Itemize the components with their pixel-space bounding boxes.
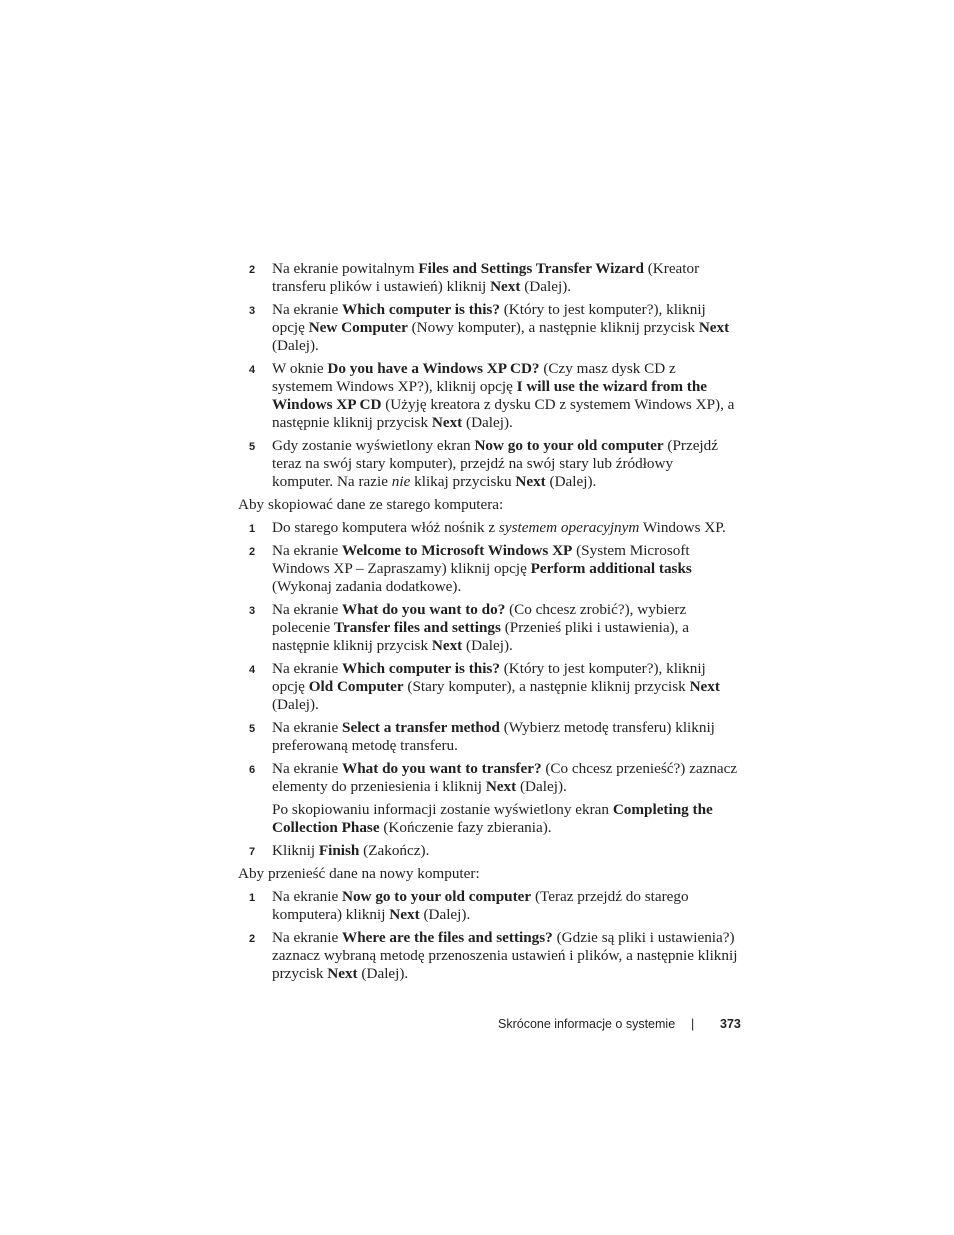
text-run: (Gdzie są pliki i ustawienia?) zaznacz wybraną metodę przenoszenia ustawień i plików, a następnie kliknij przycisk xyxy=(272,929,738,982)
page-footer xyxy=(498,1015,743,1033)
step-text xyxy=(272,660,738,714)
text-run: Po skopiowaniu informacji zostanie wyświetlony ekran xyxy=(272,801,613,818)
step-text xyxy=(272,519,738,537)
text-run: (Nowy komputer), a następnie kliknij przycisk xyxy=(407,319,699,336)
text-run: Gdy zostanie wyświetlony ekran xyxy=(272,437,475,454)
text-run: Na ekranie xyxy=(272,719,342,736)
bold-ui-term: New Computer xyxy=(308,319,408,336)
bold-ui-term: Next xyxy=(485,778,517,795)
text-run: (Przenieś pliki i ustawienia), a następnie kliknij przycisk xyxy=(272,619,690,654)
bold-ui-term: Transfer files and settings xyxy=(333,619,501,636)
bold-ui-term: What do you want to do? xyxy=(342,601,506,618)
step-text xyxy=(272,719,738,755)
step-text xyxy=(272,542,738,596)
text-run: W oknie xyxy=(272,360,328,377)
step-number: 3 xyxy=(249,605,256,617)
text-run: (Dalej). xyxy=(419,906,471,923)
list-item xyxy=(238,842,738,860)
footer-separator: | xyxy=(691,1017,695,1031)
text-run: (Dalej). xyxy=(357,965,409,982)
step-text xyxy=(272,888,738,924)
text-run: (Wybierz metodę transferu) kliknij preferowaną metodę transferu. xyxy=(272,719,715,754)
text-run: Na ekranie xyxy=(272,888,342,905)
intro-transfer-new-computer: Aby przenieść dane na nowy komputer: xyxy=(238,865,480,882)
step-number: 5 xyxy=(249,723,256,735)
text-run: Windows XP. xyxy=(639,519,726,536)
step-text xyxy=(272,842,738,860)
list-item xyxy=(238,888,738,924)
bold-ui-term: Completing the Collection Phase xyxy=(272,801,713,836)
bold-ui-term: Which computer is this? xyxy=(342,301,500,318)
list-item xyxy=(238,542,738,596)
step-text xyxy=(272,760,738,796)
step-number: 6 xyxy=(249,764,256,776)
step-list-new-computer xyxy=(238,260,738,491)
bold-ui-term: Now go to your old computer xyxy=(342,888,532,905)
text-run: (Przejdź teraz na swój stary komputer), przejdź na swój stary lub źródłowy komputer. Na razie xyxy=(272,437,718,490)
bold-ui-term: Old Computer xyxy=(308,678,404,695)
step-number: 2 xyxy=(249,933,256,945)
step-number: 2 xyxy=(249,264,256,276)
step-note xyxy=(272,801,738,837)
text-run: (Co chcesz zrobić?), wybierz polecenie xyxy=(272,601,687,636)
bold-ui-term: Next xyxy=(698,319,730,336)
list-item xyxy=(238,660,738,714)
text-run: (Dalej). xyxy=(272,696,319,713)
text-run: Na ekranie xyxy=(272,601,342,618)
list-item xyxy=(238,601,738,655)
step-text xyxy=(272,360,738,432)
text-run: (Użyję kreatora z dysku CD z systemem Windows XP), a następnie kliknij przycisk xyxy=(272,396,735,431)
bold-ui-term: Now go to your old computer xyxy=(474,437,664,454)
bold-ui-term: Next xyxy=(689,678,720,695)
bold-ui-term: Next xyxy=(389,906,420,923)
text-run: Na ekranie powitalnym xyxy=(272,260,419,277)
text-run: (Dalej). xyxy=(545,473,597,490)
list-item xyxy=(238,260,738,296)
text-run: (Teraz przejdź do starego komputera) kliknij xyxy=(272,888,689,923)
page-content xyxy=(238,260,738,988)
text-run: (Dalej). xyxy=(272,337,319,354)
list-item xyxy=(238,929,738,983)
bold-ui-term: Next xyxy=(431,414,463,431)
bold-ui-term: Finish xyxy=(318,842,360,859)
step-number: 3 xyxy=(249,305,256,317)
step-number: 4 xyxy=(249,664,256,676)
bold-ui-term: Select a transfer method xyxy=(342,719,500,736)
step-text xyxy=(272,301,738,355)
text-run: (Wykonaj zadania dodatkowe). xyxy=(272,578,462,595)
text-run: (Czy masz dysk CD z systemem Windows XP?), kliknij opcję xyxy=(272,360,676,395)
text-run: Na ekranie xyxy=(272,542,342,559)
bold-ui-term: Which computer is this? xyxy=(342,660,500,677)
page-number: 373 xyxy=(720,1017,741,1031)
step-number: 1 xyxy=(249,523,256,535)
text-run: (System Microsoft Windows XP – Zapraszamy) kliknij opcję xyxy=(272,542,690,577)
text-run: (Dalej). xyxy=(462,637,513,654)
intro-copy-old-computer: Aby skopiować dane ze starego komputera: xyxy=(238,496,504,513)
bold-ui-term: Next xyxy=(490,278,521,295)
bold-ui-term: Next xyxy=(327,965,358,982)
text-run: (Dalej). xyxy=(462,414,513,431)
step-number: 2 xyxy=(249,546,256,558)
text-run: klikaj przycisku xyxy=(410,473,516,490)
list-item xyxy=(238,719,738,755)
bold-ui-term: Perform additional tasks xyxy=(530,560,692,577)
bold-ui-term: Where are the files and settings? xyxy=(342,929,553,946)
step-text xyxy=(272,929,738,983)
bold-ui-term: I will use the wizard from the Windows XP CD xyxy=(272,378,708,413)
text-run: (Stary komputer), a następnie kliknij przycisk xyxy=(403,678,690,695)
bold-ui-term: What do you want to transfer? xyxy=(342,760,542,777)
text-run: (Kończenie fazy zbierania). xyxy=(379,819,552,836)
emphasis-text: nie xyxy=(391,473,411,490)
text-run: (Który to jest komputer?), kliknij opcję xyxy=(272,301,706,336)
bold-ui-term: Do you have a Windows XP CD? xyxy=(327,360,540,377)
list-item xyxy=(238,301,738,355)
text-run: Na ekranie xyxy=(272,929,342,946)
bold-ui-term: Next xyxy=(431,637,463,654)
emphasis-text: systemem operacyjnym xyxy=(498,519,640,536)
step-number: 5 xyxy=(249,441,256,453)
list-item xyxy=(238,760,738,837)
step-list-copy-data xyxy=(238,519,738,860)
step-number: 4 xyxy=(249,364,256,376)
text-run: (Kreator transferu plików i ustawień) kliknij xyxy=(272,260,700,295)
bold-ui-term: Welcome to Microsoft Windows XP xyxy=(342,542,573,559)
text-run: (Który to jest komputer?), kliknij opcję xyxy=(272,660,706,695)
text-run: (Co chcesz przenieść?) zaznacz elementy do przeniesienia i kliknij xyxy=(272,760,738,795)
step-text xyxy=(272,260,738,296)
step-text xyxy=(272,437,738,491)
step-list-transfer-data xyxy=(238,888,738,983)
bold-ui-term: Files and Settings Transfer Wizard xyxy=(418,260,644,277)
footer-section-title: Skrócone informacje o systemie xyxy=(498,1017,676,1031)
list-item xyxy=(238,360,738,432)
text-run: Na ekranie xyxy=(272,760,342,777)
text-run: (Dalej). xyxy=(520,278,572,295)
text-run: (Zakończ). xyxy=(359,842,430,859)
text-run: Do starego komputera włóż nośnik z xyxy=(272,519,499,536)
text-run: Kliknij xyxy=(272,842,319,859)
list-item xyxy=(238,437,738,491)
step-number: 1 xyxy=(249,892,256,904)
text-run: (Dalej). xyxy=(516,778,567,795)
bold-ui-term: Next xyxy=(515,473,546,490)
step-number: 7 xyxy=(249,846,256,858)
text-run: Na ekranie xyxy=(272,301,342,318)
step-text xyxy=(272,601,738,655)
text-run: Na ekranie xyxy=(272,660,342,677)
list-item xyxy=(238,519,738,537)
